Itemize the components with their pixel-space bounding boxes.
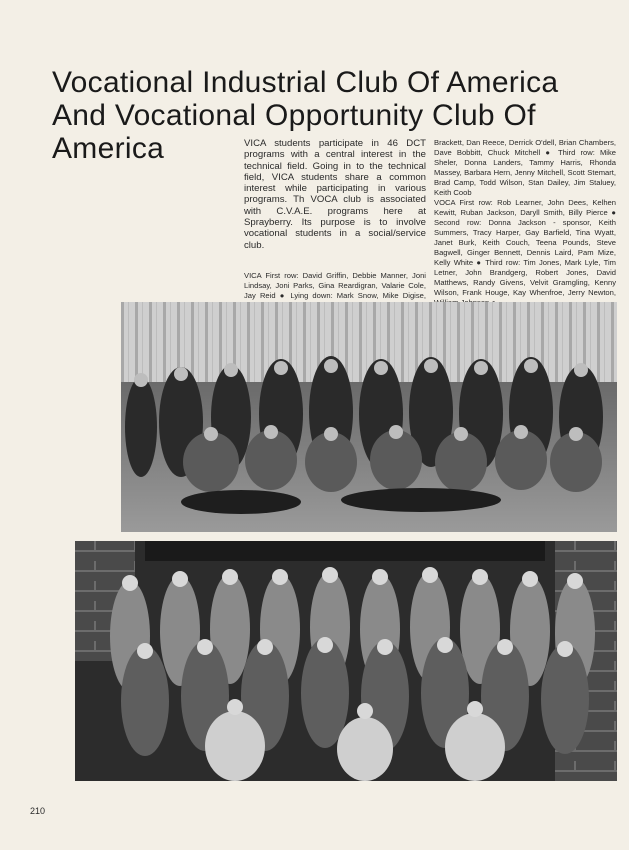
- title-line-3: America: [52, 132, 165, 165]
- voca-caption: VOCA First row: Rob Learner, John Dees, Kelhen Kewitt, Ruban Jackson, Daryll Smith, Billy Pierce ● Second row: Donna Jackson - sponsor, Keith Summers, Tracy Harper, Gay Barfield, Tina Wyatt, Janet Burk, Keith Couch, Teena Pounds, Steve Bagwell, Ginger Bennett, Dennis Laird, Pam Mize, Kelly White ● Third row: Tim Jones, Mark Lyle, Tim Letner, John Brandgerg, Robert Jones, David Matthews, Randy Givens, Velvit Gramgling, Kenny Wilson, Frank Houge, Kay Whenfroe, Jerry Newton,: [434, 198, 616, 297]
- vica-caption-continued: Brackett, Dan Reece, Derrick O'dell, Brian Chambers, Dave Bobbitt, Chuck Mitchell ● Third row: Mike Sheler, Donna Landers, Tammy Harris, Rhonda Massey, Barbara Hern, Jenny Mitchell, Scott Stemart, Brad Camp, Todd Wilson, Stan Dailey, Jim Staluey, Keith Coob: [434, 138, 616, 197]
- title-line-2: And Vocational Opportunity Club Of: [52, 99, 536, 132]
- page-number: 210: [30, 806, 46, 816]
- voca-group-photo: [75, 541, 617, 781]
- intro-paragraph: VICA students participate in 46 DCT programs with a central interest in the technical field. Going in to the technical field, VICA students share a common interest while participating in various programs. Th VOCA club is associated with C.V.A.E. programs here at Sprayberry. Its purpose is to involve vocational students in a social/service club.: [244, 138, 426, 251]
- vica-group-photo: [121, 302, 617, 532]
- title-line-1: Vocational Industrial Club Of America: [52, 66, 559, 99]
- vica-caption: VICA First row: David Griffin, Debbie Manner, Joni Lindsay, Joni Parks, Gina Reardigran, Valarie Cole, Jay Reid ● Lying down: Mark Snow, Mike Digise,: [244, 271, 426, 300]
- voca-photo-art: [75, 541, 617, 781]
- vica-photo-art: [121, 302, 617, 532]
